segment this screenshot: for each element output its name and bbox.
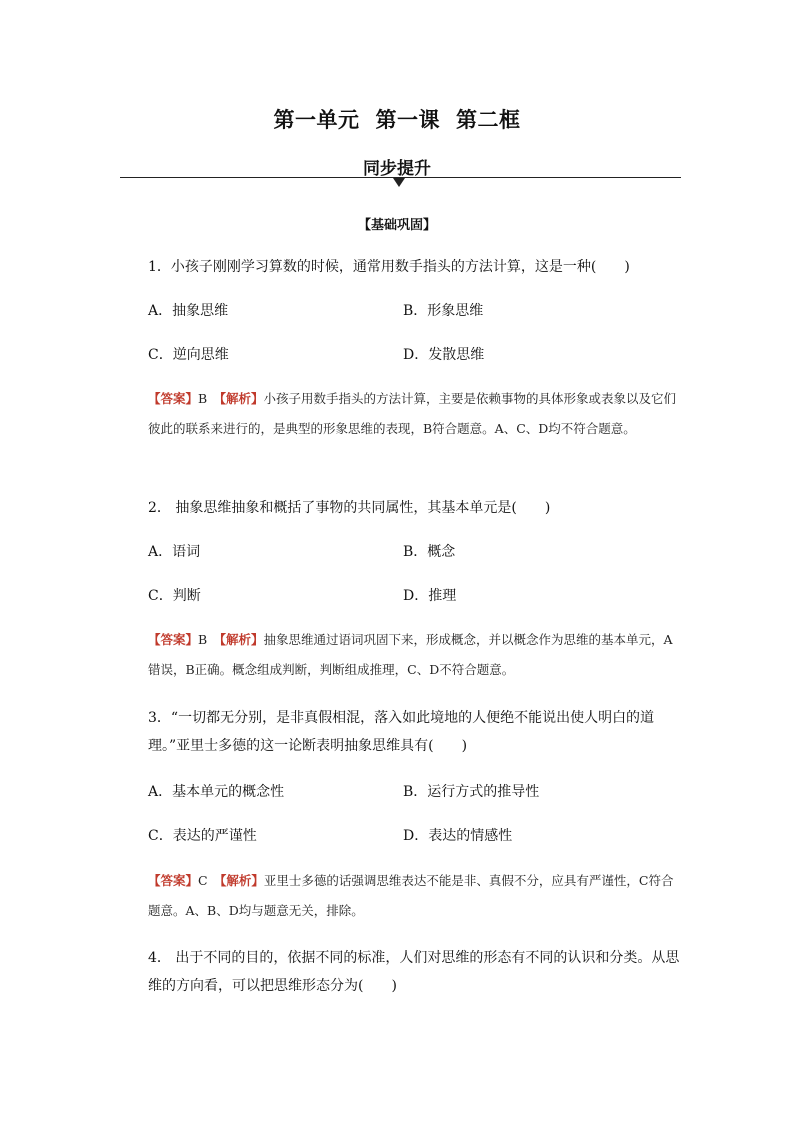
title-lesson: 第一课 xyxy=(375,108,440,132)
answer-tag: 【答案】 xyxy=(148,391,199,406)
analysis-text: 抽象思维通过语词巩固下来，形成概念，并以概念作为思维的基本单元，A错误，B正确。概念组成判断，判断组成推理，C、D不符合题意。 xyxy=(148,632,673,677)
question-1-option-b: B．形象思维 xyxy=(403,303,484,319)
divider-triangle-icon xyxy=(393,178,405,187)
question-2-stem: 2． 抽象思维抽象和概括了事物的共同属性，其基本单元是( ) xyxy=(148,500,551,516)
analysis-text: 小孩子用数手指头的方法计算，主要是依赖事物的具体形象或表象以及它们彼此的联系来进行的，是典型的形象思维的表现，B符合题意。A、C、D均不符合题意。 xyxy=(148,391,676,436)
title-unit: 第一单元 xyxy=(273,108,360,132)
title-section: 第二框 xyxy=(456,108,521,132)
analysis-tag: 【解析】 xyxy=(219,632,264,647)
analysis-tag: 【解析】 xyxy=(220,873,264,888)
question-1-option-a: A．抽象思维 xyxy=(148,303,229,319)
analysis-text: 亚里士多德的话强调思维表达不能是非、真假不分，应具有严谨性，C符合题意。A、B、D均与题意无关，排除。 xyxy=(148,873,674,918)
answer-value: B xyxy=(198,632,208,647)
question-3-stem: 3．“一切都无分别，是非真假相混，落入如此境地的人便绝不能说出使人明白的道理。”亚里士多德的这一论断表明抽象思维具有( ) xyxy=(148,710,655,754)
answer-value: C xyxy=(198,873,208,888)
subsection-heading: 【基础巩固】 xyxy=(357,218,436,233)
question-3-answer xyxy=(120,866,680,926)
question-1-answer xyxy=(120,384,680,444)
question-2-answer xyxy=(120,625,680,685)
question-1-option-c: C．逆向思维 xyxy=(148,347,229,363)
answer-tag: 【答案】 xyxy=(148,632,199,647)
question-3-option-d: D．表达的情感性 xyxy=(403,828,513,844)
page-title xyxy=(0,104,794,134)
question-4-stem: 4． 出于不同的目的，依据不同的标准，人们对思维的形态有不同的认识和分类。从思维的方向看，可以把思维形态分为( ) xyxy=(148,950,680,994)
question-3-option-b: B．运行方式的推导性 xyxy=(403,784,540,800)
answer-value: B xyxy=(198,391,208,406)
question-1-option-d: D．发散思维 xyxy=(403,347,485,363)
question-2-option-c: C．判断 xyxy=(148,588,201,604)
answer-tag: 【答案】 xyxy=(148,873,199,888)
analysis-tag: 【解析】 xyxy=(219,391,264,406)
question-3-option-a: A．基本单元的概念性 xyxy=(148,784,285,800)
question-1-stem: 1．小孩子刚刚学习算数的时候，通常用数手指头的方法计算，这是一种( ) xyxy=(148,259,630,275)
question-2-option-d: D．推理 xyxy=(403,588,457,604)
question-3-option-c: C．表达的严谨性 xyxy=(148,828,257,844)
section-heading: 同步提升 xyxy=(363,159,431,179)
question-2-option-b: B．概念 xyxy=(403,544,456,560)
question-2-option-a: A．语词 xyxy=(148,544,201,560)
